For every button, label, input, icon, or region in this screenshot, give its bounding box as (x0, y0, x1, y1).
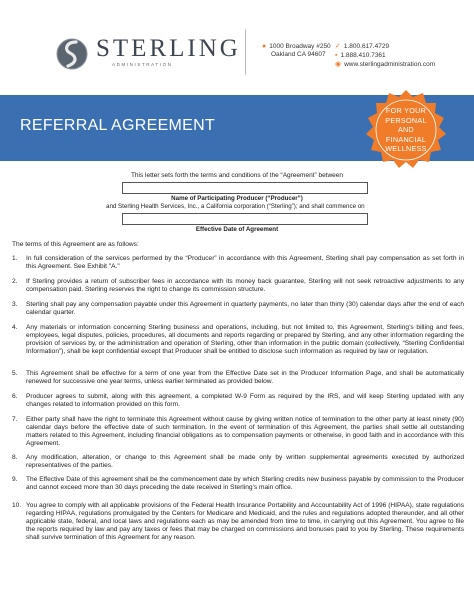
phone-icon: ✓ (335, 43, 341, 50)
clause-6: 6. Producer agrees to submit, along with this agreement, a completed W-9 Form as required by the IRS, and will keep Sterling updated with any changes related to information provided on this form. (12, 393, 464, 409)
logo-subtitle: ADMINISTRATION (112, 62, 173, 67)
fax-icon: ▪ (335, 52, 338, 59)
effective-date-field[interactable] (122, 213, 368, 225)
terms-intro: The terms of this Agreement are as follows: (12, 241, 139, 248)
clause-8: 8. Any modification, alteration, or change to this Agreement shall be made only by written supplemental agreements executed by authorized representatives of the parties. (12, 454, 464, 470)
sterling-logo-icon (56, 32, 88, 76)
company-text: and Sterling Health Services, Inc., a California corporation (“Sterling”); and shall commence on (106, 203, 365, 210)
globe-icon: ◉ (335, 61, 342, 68)
intro-text: This letter sets forth the terms and conditions of the “Agreement” between (130, 172, 344, 179)
logo-name: STERLING (96, 35, 241, 62)
clause-4: 4. Any materials or information concerning Sterling business and operations, including, but not limited to, this Agreement, Sterling’s billing and fees, employees, legal disputes, policies, procedures, all documents and reports regarding or prepared by Sterling, and any other information regarding the provision of services by, or the administration and operation of Sterling, other than information in the public domain (collectively, “Sterling Confidential Information”), shall be kept confidential except that Producer shall be entitled to disclose such information as required by law or regulation. (12, 324, 464, 356)
badge-text: FOR YOUR PERSONAL AND FINANCIAL WELLNESS (385, 106, 427, 153)
clause-1: 1. In full consideration of the services performed by the “Producer” in accordance with this Agreement, Sterling shall pay compensation as set forth in this Agreement. See Exhibit "A." (12, 255, 464, 271)
website-link[interactable]: ◉ www.sterlingadministration.com (335, 61, 436, 68)
effective-date-label: Effective Date of Agreement (195, 226, 279, 233)
producer-name-label: Name of Participating Producer (“Producer”) (171, 195, 303, 202)
clause-5: 5. This Agreement shall be effective for a term of one year from the Effective Date set in the Producer Information Page, and shall be automatically renewed for successive one year terms, unless earlier terminated as provided below. (12, 370, 464, 386)
producer-name-field[interactable] (122, 182, 368, 194)
address-line-1: ● 1000 Broadway #250 (262, 43, 331, 50)
fax-number: ▪ 1.888.410.7361 (335, 52, 386, 59)
clause-2: 2. If Sterling provides a return of subscriber fees in accordance with its money back guarantee, Sterling will not seek retroactive adjustments to any compensation paid. Sterling reserves the right to change its commission structure. (12, 278, 464, 294)
location-pin-icon: ● (262, 43, 267, 50)
clause-7: 7. Either party shall have the right to terminate this Agreement without cause by giving written notice of termination to the other party at least ninety (90) calendar days before the effective date of such termination. In the event of termination of this Agreement, the parties shall settle all outstanding matters related to this Agreement, including financial obligations as to compensation payments or otherwise, in good faith and in accordance with this Agreement. (12, 416, 464, 448)
clause-9: 9. The Effective Date of this agreement shall be the commencement date by which Sterling credits new business payable by commission to the Producer and cannot exceed more than 30 days preceding the date received in Sterling’s main office. (12, 476, 464, 492)
letterhead (0, 0, 474, 90)
clause-3: 3. Sterling shall pay any compensation payable under this Agreement in quarterly payments, no later than thirty (30) calendar days after the end of each calendar quarter. (12, 301, 464, 317)
phone-number: ✓ 1.800.617.4729 (335, 43, 390, 50)
clause-10: 10. You agree to comply with all applicable provisions of the Federal Health Insurance Portability and Accountability Act of 1996 (HIPAA), state regulations regarding HIPAA, regulations promulgated by the Centers for Medicare and Medicaid, and the rules and regulations adopted thereunder, and all other applicable state, federal, and local laws and regulations each as may be amended from time to time, in carrying out this Agreement. You agree to file the reports required by law and pay any taxes or fees that may be charged on commissions and bonuses paid to you by Sterling. These requirements shall survive termination of this Agreement for any reason. (12, 502, 464, 542)
header-divider (245, 29, 246, 75)
address-line-2: Oakland CA 94607 (271, 51, 326, 58)
document-title: REFERRAL AGREEMENT (20, 117, 216, 134)
